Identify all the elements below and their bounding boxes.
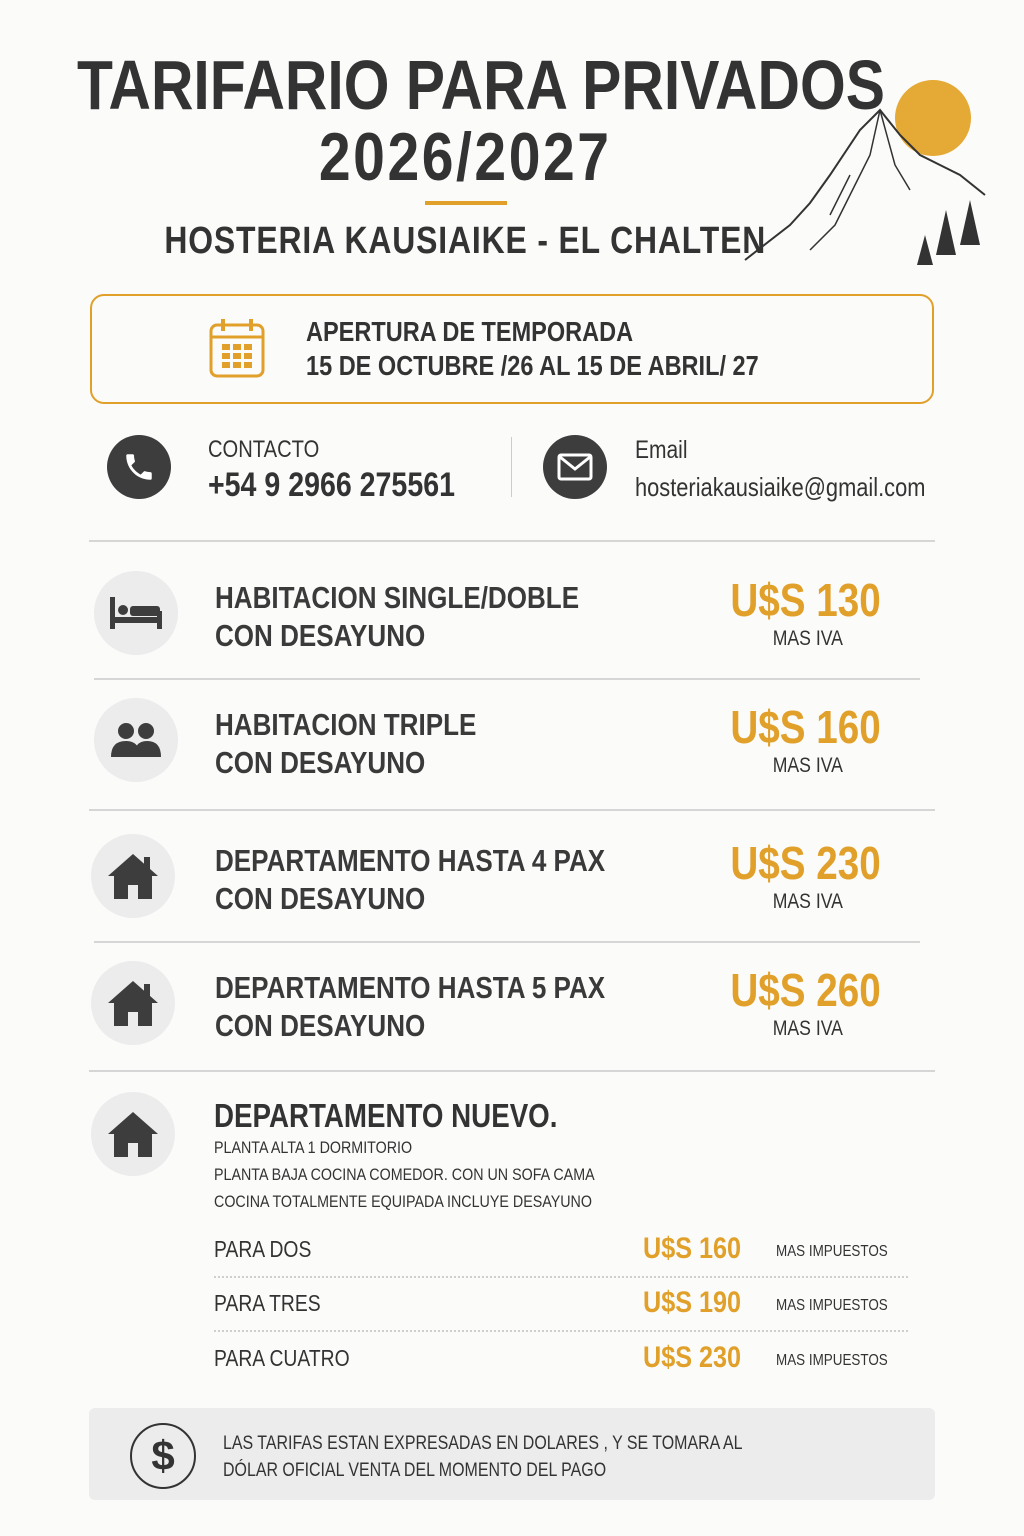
divider bbox=[94, 678, 920, 680]
sun-icon bbox=[895, 80, 971, 156]
calendar-icon bbox=[208, 317, 266, 379]
room-tax-note: MAS IVA bbox=[772, 627, 844, 650]
option-label: PARA DOS bbox=[214, 1236, 312, 1262]
room-tax-note: MAS IVA bbox=[772, 1017, 844, 1040]
phone-number[interactable]: +54 9 2966 275561 bbox=[208, 466, 455, 504]
option-tax-note: MAS IMPUESTOS bbox=[776, 1352, 888, 1369]
divider bbox=[94, 941, 920, 943]
option-price: U$S 190 bbox=[643, 1286, 742, 1319]
option-price: U$S 160 bbox=[643, 1232, 742, 1265]
room-name: HABITACION TRIPLE CON DESAYUNO bbox=[215, 707, 477, 780]
page-year: 2026/2027 bbox=[318, 119, 612, 195]
page-title: TARIFARIO PARA PRIVADOS bbox=[76, 46, 885, 124]
title-underline bbox=[425, 201, 507, 205]
option-tax-note: MAS IMPUESTOS bbox=[776, 1297, 888, 1314]
house-icon bbox=[91, 961, 175, 1045]
season-label: APERTURA DE TEMPORADA bbox=[306, 316, 634, 347]
divider bbox=[89, 1070, 935, 1072]
room-tax-note: MAS IVA bbox=[772, 754, 844, 777]
hotel-subtitle: HOSTERIA KAUSIAIKE - EL CHALTEN bbox=[164, 220, 766, 262]
dotted-divider bbox=[214, 1330, 908, 1332]
divider bbox=[89, 809, 935, 811]
room-price: U$S 260 bbox=[730, 964, 882, 1016]
mountain-sun-illustration bbox=[740, 75, 990, 275]
room-name: DEPARTAMENTO HASTA 5 PAX CON DESAYUNO bbox=[215, 970, 606, 1043]
new-apartment-details: PLANTA ALTA 1 DORMITORIO PLANTA BAJA COCINA COMEDOR. CON UN SOFA CAMA COCINA TOTALMENTE EQUIPADA INCLUYE DESAYUNO bbox=[214, 1138, 595, 1211]
people-icon bbox=[94, 698, 178, 782]
room-price: U$S 230 bbox=[730, 837, 882, 889]
room-tax-note: MAS IVA bbox=[772, 890, 844, 913]
room-name: DEPARTAMENTO HASTA 4 PAX CON DESAYUNO bbox=[215, 843, 606, 916]
currency-note: LAS TARIFAS ESTAN EXPRESADAS EN DOLARES , Y SE TOMARA AL DÓLAR OFICIAL VENTA DEL MOMENTO DEL PAGO bbox=[223, 1433, 743, 1481]
option-label: PARA CUATRO bbox=[214, 1345, 350, 1371]
phone-icon bbox=[107, 435, 171, 499]
option-label: PARA TRES bbox=[214, 1290, 321, 1316]
room-name: HABITACION SINGLE/DOBLE CON DESAYUNO bbox=[215, 580, 580, 653]
dollar-icon: $ bbox=[130, 1423, 196, 1489]
option-tax-note: MAS IMPUESTOS bbox=[776, 1243, 888, 1260]
divider bbox=[89, 540, 935, 542]
email-label: Email bbox=[635, 436, 688, 464]
bed-icon bbox=[94, 571, 178, 655]
email-address[interactable]: hosteriakausiaike@gmail.com bbox=[635, 472, 926, 502]
room-price: U$S 160 bbox=[730, 701, 882, 753]
house-icon bbox=[91, 1092, 175, 1176]
email-icon bbox=[543, 435, 607, 499]
contact-divider bbox=[511, 437, 512, 497]
new-apartment-title: DEPARTAMENTO NUEVO. bbox=[214, 1097, 558, 1134]
room-price: U$S 130 bbox=[730, 574, 882, 626]
season-dates: 15 DE OCTUBRE /26 AL 15 DE ABRIL/ 27 bbox=[306, 350, 759, 381]
option-price: U$S 230 bbox=[643, 1341, 742, 1374]
dotted-divider bbox=[214, 1276, 908, 1278]
house-icon bbox=[91, 834, 175, 918]
phone-label: CONTACTO bbox=[208, 436, 320, 463]
